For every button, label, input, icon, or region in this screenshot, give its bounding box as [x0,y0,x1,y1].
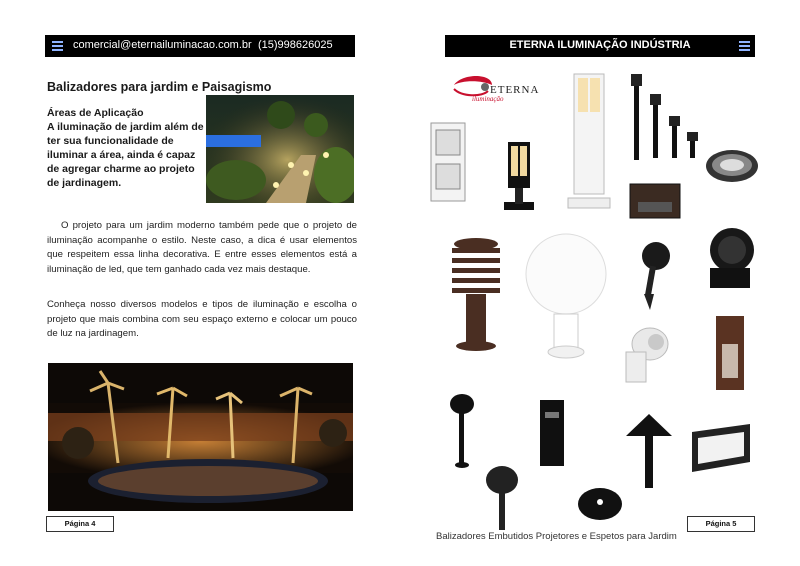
round-floor-light [704,148,760,195]
header-phone: (15)998626025 [258,39,333,51]
garden-photo [206,95,354,203]
logo-brand: ETERNA [490,84,540,96]
recessed-light-double [430,122,466,209]
brick-recessed-light [688,422,754,481]
mushroom-post-light [446,394,480,473]
globe-bollard [522,232,610,369]
page-number-5: Página 5 [687,516,755,532]
logo-tagline: iluminação [472,95,504,103]
tall-white-bollard [566,72,612,217]
left-header-bar [45,35,355,57]
flood-projector [700,222,760,299]
black-box-bollard [536,398,568,475]
section-title: Balizadores para jardim e Paisagismo [47,80,272,94]
wall-brick-light [628,180,682,227]
paragraph-1: O projeto para um jardim moderno também pede que o projeto de iluminação acompanhe o estilo. Neste caso, a dica é usar elementos que respeitem essa linha decorativa. E entre esses elementos está a iluminação de led, que tem ganhado cada vez mais destaque. [47,220,357,275]
menu-icon[interactable] [52,41,63,51]
pagoda-post-light [624,412,674,497]
white-spot-light [616,322,674,399]
products-caption: Balizadores Embutidos Projetores e Espetos para Jardim [436,531,677,542]
right-header-bar [445,35,755,57]
eterna-logo [452,75,542,105]
square-bollard-small [502,140,536,217]
pagoda-bollard [448,236,504,359]
paragraph-2: Conheça nosso diversos modelos e tipos de iluminação e escolha o projeto que mais combina com seu espaço externo e colocar um pouco de luz na jardinagem. [47,299,357,339]
garden-spike-spot [634,238,678,315]
pool-photo [48,363,353,511]
round-floor-spot [576,484,624,529]
page-number-4: Página 4 [46,516,114,532]
wall-post-brown [712,314,748,399]
intro-text: A iluminação de jardim além de ter sua funcionalidade de iluminar a área, ainda é capaz de agregar charme ao projeto de jardinagem. [47,121,204,189]
post-lights-set [628,72,708,169]
intro-block [47,106,207,190]
spike-spot-light [482,462,522,537]
subheading: Áreas de Aplicação [47,107,144,119]
header-title: ETERNA ILUMINAÇÃO INDÚSTRIA [509,39,691,51]
header-email[interactable]: comercial@eternailuminacao.com.br [73,39,252,51]
right-page [400,0,800,566]
menu-icon[interactable] [739,41,750,51]
